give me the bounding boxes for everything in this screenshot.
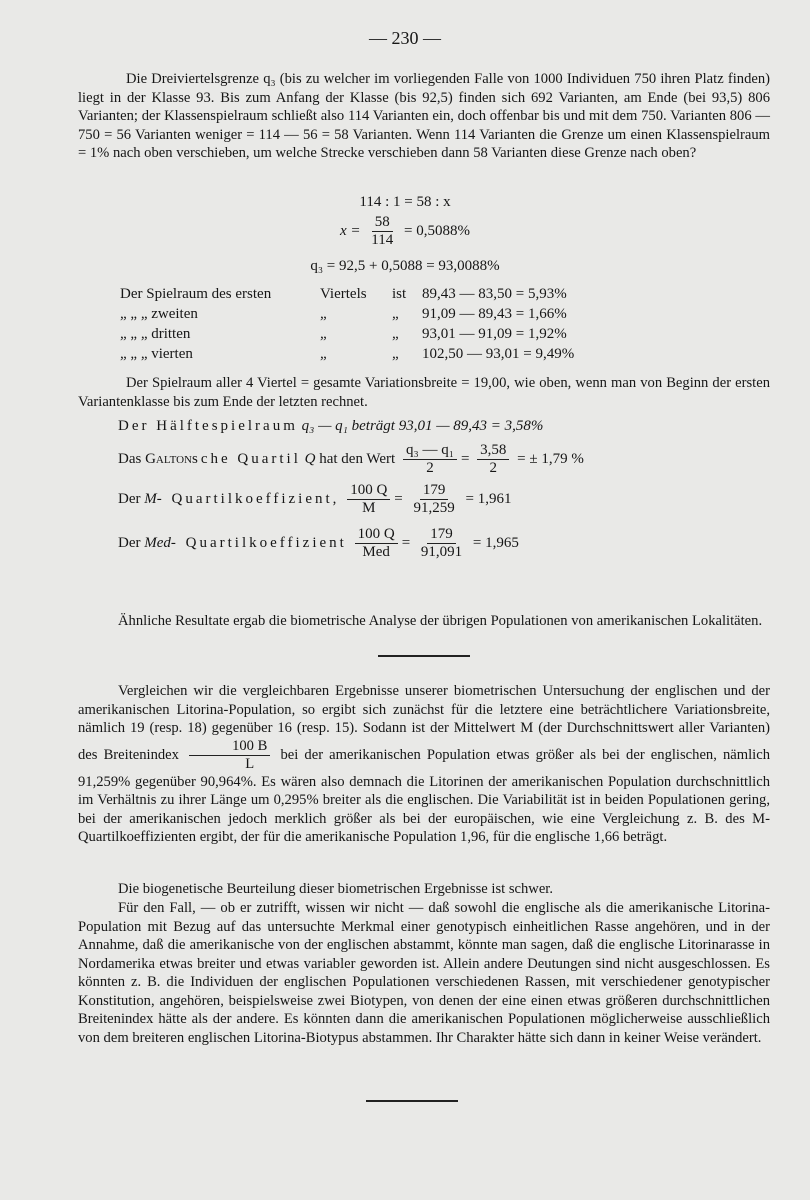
- mq-fraction-1: [347, 482, 390, 517]
- row-label: Der Spielraum des ersten: [120, 286, 272, 302]
- row-col-c: „: [392, 326, 399, 342]
- row-col-c: „: [392, 306, 399, 322]
- row-value: 91,09 — 89,43 = 1,66%: [422, 306, 567, 322]
- equation-q3: q₃ = 92,5 + 0,5088 = 93,0088%: [310, 258, 500, 274]
- spielraum-row: [120, 326, 567, 343]
- spielraum-row: [120, 306, 567, 323]
- row-label: „ „ „ zweiten: [120, 306, 198, 322]
- galton-fraction-2: [477, 442, 509, 477]
- eq2-fraction: [368, 214, 396, 249]
- medq-fraction-2-denominator: 91,091: [420, 544, 463, 560]
- breitenindex-denominator: L: [245, 755, 255, 772]
- row-value: 89,43 — 83,50 = 5,93%: [422, 286, 567, 302]
- haelftespielraum-line: [118, 418, 543, 435]
- medq-result: = 1,965: [472, 534, 519, 551]
- medq-fraction-1-denominator: Med: [362, 544, 390, 560]
- paragraph-deutung: Für den Fall, — ob er zutrifft, wissen wir nicht — daß sowohl die englische als die amerikanische Litorina-Population mit Bezug auf das untersuchte Merkmal einer genotypisch einheitlichen Rasse angehören, und in der Annahme, daß die amerikanische von der englischen abstammt, könnte man sagen, daß die englische Litorinarasse in Nordamerika etwas breiter und etwas variabler geworden ist. Allein andere Deutungen sind nicht ausgeschlossen. Es könnten z. B. die Individuen der englischen Populationen verschiedenen Rassen, mit verschiedener genotypischer Konstitution, angehören, beispielsweise zwei Biotypen, von denen der eine einen etwas größeren durchschnittlichen Breitenindex hätte als der andere. Es könnten dann die amerikanischen Populationen möglicherweise ausschließlich von dem breiteren englischen Litorina-Biotypus abstammen. Ihr Charakter hätte sich dann in keiner Weise verändert.: [78, 900, 770, 1046]
- paragraph-vergleich: [78, 682, 770, 847]
- haelfte-expression: q₃ — q₁ beträgt 93,01 — 89,43 = 3,58%: [301, 418, 544, 434]
- galton-fraction-1: [403, 442, 457, 477]
- galton-q: Q: [304, 450, 316, 467]
- divider: [366, 1100, 458, 1102]
- galton-fraction-1-numerator: q₃ — q₁: [403, 442, 457, 460]
- galton-text: hat den Wert: [319, 450, 396, 467]
- paragraph-dreiviertelsgrenze: Die Dreiviertelsgrenze q₃ (bis zu welcher im vorliegenden Falle von 1000 Individuen 750 ihren Platz finden) liegt in der Klasse 93. Bis zum Anfang der Klasse (bis 92,5) finden sich 692 Varianten, am Ende (bei 93,5) 806 Varianten; der Klassenspielraum schließt also 114 Varianten ein, doch offenbar bis und mit dem 750. Varianten 806 — 750 = 56 Varianten weniger = 114 — 56 = 58 Varianten. Wenn 114 Varianten die Grenze um einen Klassenspielraum = 1% nach oben verschieben, um welche Strecke verschieben dann 58 Varianten diese Grenze nach oben?: [78, 71, 770, 161]
- medq-med: Med: [144, 534, 171, 551]
- paragraph-aehnliche-resultate: Ähnliche Resultate ergab die biometrische Analyse der übrigen Populationen von amerikanischen Lokalitäten.: [118, 613, 763, 629]
- galton-fraction-2-numerator: 3,58: [477, 442, 509, 460]
- medq-prefix: Der: [118, 534, 141, 551]
- row-col-b: „: [320, 326, 327, 342]
- row-col-b: „: [320, 306, 327, 322]
- row-col-c: „: [392, 346, 399, 362]
- medq-fraction-2: [418, 526, 465, 561]
- galton-name: Galton: [145, 450, 192, 467]
- galton-prefix: Das: [118, 450, 142, 467]
- mq-fraction-1-denominator: M: [362, 500, 376, 516]
- equation-proportion: 114 : 1 = 58 : x: [359, 194, 451, 210]
- paragraph-vergleich-part-1: Vergleichen wir die vergleichbaren Ergebnisse unserer biometrischen Untersuchung der englischen und der amerikanischen Litorina-Population, so ergibt sich zunächst für die letztere eine beträchtlichere Variationsbreite, nämlich 19 (resp. 18) gegenüber 16 (resp. 15). Sodann ist der Mittelwert M (der Durchschnittswert aller Varianten) des Breitenindex: [78, 683, 770, 763]
- row-value: 93,01 — 91,09 = 1,92%: [422, 326, 567, 342]
- medq-fraction-1: [355, 526, 398, 561]
- med-quartilkoeffizient-line: Der Med- Quartilkoeffizient $\frac{100 Q}{\text{Med}}$ = $\frac{179}{91,091}$ = 1,965: [118, 526, 519, 560]
- paragraph-variationsbreite: Der Spielraum aller 4 Viertel = gesamte Variationsbreite = 19,00, wie oben, wenn man von Beginn der ersten Variantenklasse bis zum Ende der letzten rechnet.: [78, 375, 770, 410]
- eq2-lhs: x =: [340, 222, 361, 239]
- medq-fraction-2-numerator: 179: [427, 526, 456, 544]
- galton-fraction-2-denominator: 2: [489, 460, 498, 476]
- mq-fraction-1-numerator: 100 Q: [347, 482, 390, 500]
- mq-fraction-2-denominator: 91,259: [413, 500, 455, 516]
- spielraum-row: [120, 286, 567, 303]
- row-label: „ „ „ vierten: [120, 346, 193, 362]
- m-quartilkoeffizient-line: Der M- Quartilkoeffizient, $\frac{100 Q}{M}$ = $\frac{179}{91,259}$ = 1,961: [118, 482, 512, 516]
- galton-result: = ± 1,79 %: [517, 450, 584, 467]
- divider: [378, 655, 470, 657]
- breitenindex-numerator: 100 B: [189, 738, 270, 756]
- row-value: 102,50 — 93,01 = 9,49%: [422, 346, 575, 362]
- mq-prefix: Der: [118, 490, 141, 507]
- eq2-rhs: = 0,5088%: [404, 222, 470, 239]
- eq2-numerator: 58: [372, 214, 393, 232]
- row-label: „ „ „ dritten: [120, 326, 191, 342]
- mq-fraction-2: [411, 482, 458, 517]
- row-col-b: „: [320, 346, 327, 362]
- medq-fraction-1-numerator: 100 Q: [355, 526, 398, 544]
- haelfte-label: Der Hälftespielraum: [118, 418, 298, 434]
- eq2-denominator: 114: [371, 232, 394, 248]
- mq-fraction-2-numerator: 179: [420, 482, 449, 500]
- medq-label: - Quartilkoeffizient: [170, 534, 347, 551]
- spielraum-row: [120, 346, 574, 363]
- galton-fraction-1-denominator: 2: [426, 460, 434, 476]
- mq-label: - Quartilkoeffizient,: [156, 490, 340, 507]
- row-col-c: ist: [392, 286, 407, 302]
- equation-x: [0, 214, 810, 249]
- paragraph-beurteilung: Die biogenetische Beurteilung dieser biometrischen Ergebnisse ist schwer.: [118, 881, 553, 897]
- breitenindex-fraction: [189, 738, 270, 773]
- page-number: — 230 —: [369, 28, 441, 48]
- mq-result: = 1,961: [465, 490, 512, 507]
- paragraph-vergleich-part-2: bei der amerikanischen Population etwas größer als bei der englischen, nämlich 91,259% gegenüber 90,964%. Es wären also demnach die Litorinen der amerikanischen Population durchschnittlich im Verhältnis zu ihrer Länge um 0,295% breiter als die englischen. Die Variabilität ist in beiden Populationen gering, bei der amerikanischen jedoch merklich größer als bei der europäischen, wie eine Vergleichung z. B. des M-Quartilkoeffizienten ergibt, der für die amerikanische Population 1,96, für die englische 1,66 beträgt.: [78, 746, 770, 845]
- galton-label: sche Quartil: [191, 450, 301, 467]
- row-col-b: Viertels: [320, 286, 367, 302]
- mq-m: M: [144, 490, 157, 507]
- galton-quartil-line: Das Galtonsche Quartil Q hat den Wert $\frac{\text{q₃ — q₁}}{2}$ = $\frac{3,58}{2}$ = ± 1,79 %: [118, 442, 584, 476]
